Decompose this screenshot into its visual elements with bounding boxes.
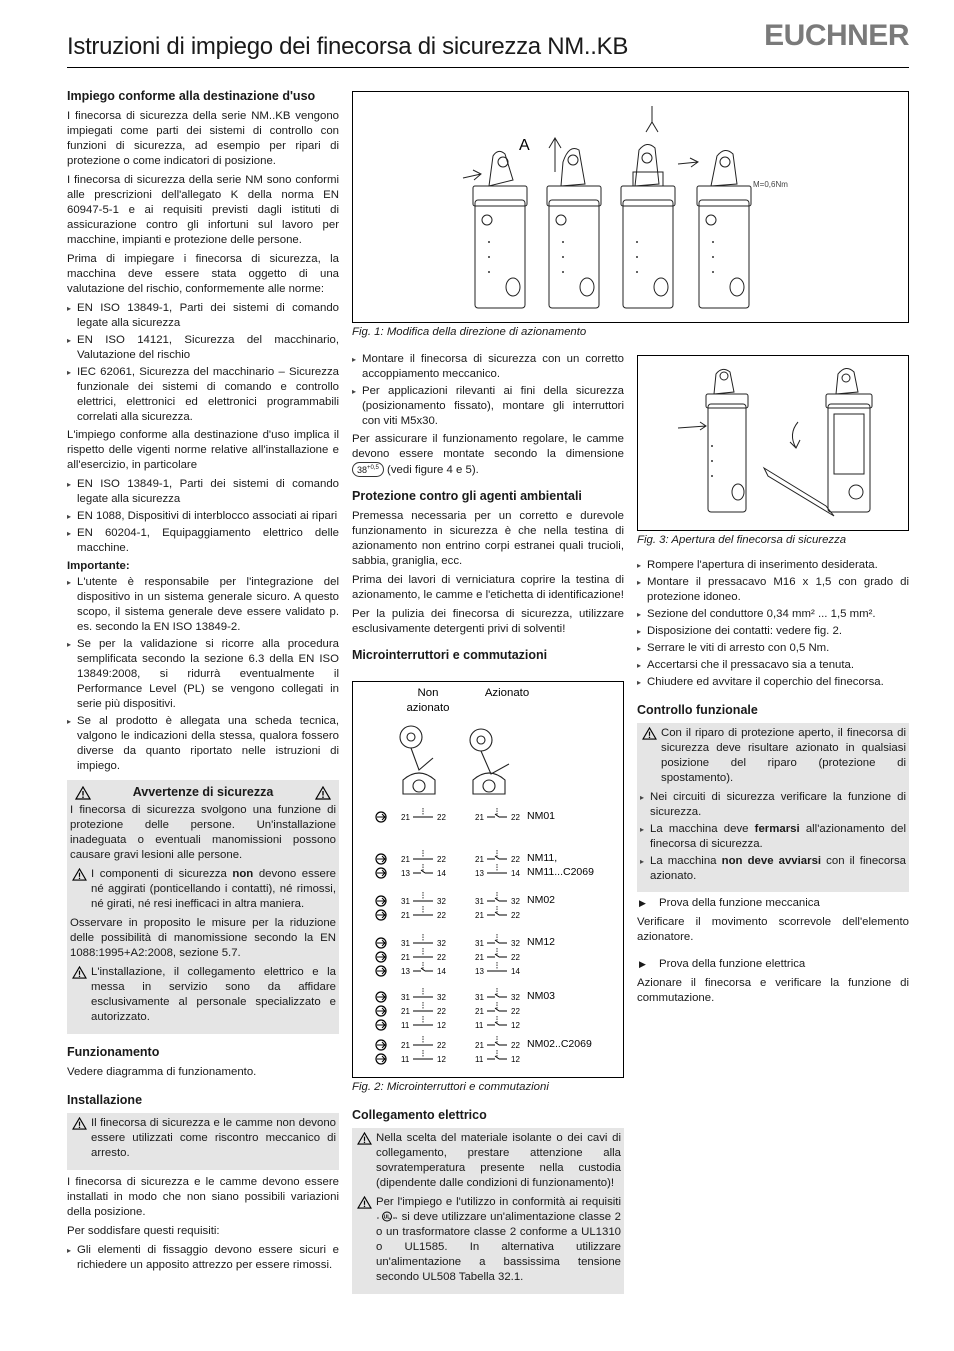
column-header-non [406,687,449,714]
terminal-label: 21 [401,855,410,864]
list-item: ▸ EN ISO 13849-1, Parti dei sistemi di comando legate alla sicurezza [67,477,339,507]
wiring-list [637,558,909,690]
svg-text:c: c [377,1215,379,1221]
terminal-label: 13 [401,967,410,976]
list-item: ▸ IEC 62061, Sicurezza del macchinario – Sicurezza funzionale dei sistemi di comando e controllo elettrici, elettronici ed elettronici programmabili correlati alla sicurezza. [67,365,339,425]
importante-list [67,575,339,774]
warning-icon [72,1117,87,1130]
list-item [640,822,906,852]
figure-2-caption: Fig. 2: Microinterruttori e commutazioni [352,1081,549,1093]
terminal-label: 22 [437,1041,446,1050]
warning-emphasis: non [232,868,254,880]
figure-1-caption: Fig. 1: Modifica della direzione di azionamento [352,326,587,338]
terminal-label: 14 [511,967,520,976]
heading-impiego: Impiego conforme alla destinazione d'uso [67,89,316,103]
terminal-label: 22 [511,855,520,864]
terminal-label: 32 [511,897,520,906]
terminal-label: 21 [401,953,410,962]
warning-text: Nella scelta del materiale isolante o dei cavi di collegamento, prestare attenzione alla sovratemperatura presente nella custodia (dipendente dalle condizioni di funzionamento)! [376,1132,621,1189]
terminal-label: 22 [511,953,520,962]
svg-text:us: us [393,1215,398,1221]
norms-list-1 [67,301,339,425]
list-item: ▸ Disposizione dei contatti: vedere fig. 2. [637,624,909,639]
heading-controllo: Controllo funzionale [637,703,758,717]
installation-warning-box [67,1113,339,1170]
dimension-badge [352,462,384,477]
figure-1-torque-label: M=0,6Nm [753,180,788,189]
paragraph: Premessa necessaria per un corretto e durevole funzionamento in sicurezza è che nella testina di azionamento non entrino corpi estranei quali trucioli, sabbia, graniglia, ecc. [352,510,624,567]
terminal-label: 31 [475,897,484,906]
contact-group [376,808,555,822]
heading-protezione: Protezione contro gli agenti ambientali [352,489,582,503]
terminal-label: 22 [437,855,446,864]
warning-note [70,1116,336,1161]
svg-text:UL: UL [383,1214,391,1221]
terminal-label: 31 [401,939,410,948]
functional-check-box [637,723,909,892]
model-label: NM03 [527,990,556,1002]
heading-collegamento: Collegamento elettrico [352,1108,487,1122]
warning-icon [75,786,91,800]
terminal-label: 21 [475,953,484,962]
terminal-label: 11 [401,1055,410,1064]
warning-note [355,1195,621,1285]
terminal-label: 32 [437,993,446,1002]
arrow-icon [377,954,385,960]
terminal-label: 12 [437,1021,446,1030]
warning-text: Con il riparo di protezione aperto, il finecorsa di sicurezza deve risultare azionato in qualsiasi posizione del riparo (protezione di spostamento). [661,727,906,784]
terminal-label: 31 [475,993,484,1002]
safety-warnings-box [67,780,339,1034]
figure-3-drawing [638,356,908,530]
terminal-label: 22 [437,911,446,920]
terminal-label: 21 [401,813,410,822]
terminal-label: 21 [401,1007,410,1016]
list-text: con il finecorsa azionato. [650,855,907,882]
contact-group [376,1036,592,1064]
terminal-label: 22 [437,1007,446,1016]
list-item: ▸ Accertarsi che il pressacavo sia a tenuta. [637,658,909,673]
paragraph: Osservare in proposito le misure per la riduzione delle possibilità di manomissione secondo la EN 1088:1995+A2:2008, sezione 5.7. [70,917,336,959]
list-item [640,854,906,884]
column-header-non-text: Non [417,687,439,699]
terminal-label: 13 [475,967,484,976]
list-item: ▸ Montare il pressacavo M16 x 1,5 con grado di protezione idoneo. [637,575,909,605]
safety-warnings-title: Avvertenze di sicurezza [132,785,274,799]
paragraph-text: Per assicurare il funzionamento regolare, le camme devono essere montate secondo la dimensione [352,433,624,460]
warning-icon [642,727,657,740]
terminal-label: 21 [475,855,484,864]
electrical-connection-section [352,1107,624,1304]
list-item: ▸ EN 60204-1, Equipaggiamento elettrico delle macchine. [67,526,339,556]
column-left [67,88,339,1276]
list-text: La macchina deve [650,823,755,835]
norms-list-2 [67,477,339,556]
paragraph: Prima di impiegare i finecorsa di sicurezza, la macchina deve essere stata oggetto di una valutazione del rischio, conformemente alle norme: [67,253,339,295]
model-label: NM01 [527,810,556,822]
paragraph: Azionare il finecorsa e verificare la funzione di commutazione. [637,977,909,1004]
warning-icon [357,1132,372,1145]
arrow-icon [377,940,385,946]
list-item: ▸ Rompere l'apertura di inserimento desiderata. [637,558,909,573]
terminal-label: 11 [475,1021,484,1030]
column-header-azionato: Azionato [484,687,530,699]
column-header-non-text-2: azionato [406,702,450,714]
terminal-label: 22 [437,813,446,822]
warning-note [355,1131,621,1191]
warning-text: devono essere né aggirati (ponticellando i contatti), né rimossi, né girati, né resi inefficaci in altra maniera. [91,868,336,910]
arrow-icon [377,1022,385,1028]
paragraph: Verificare il movimento scorrevole dell'elemento azionatore. [637,916,909,943]
paragraph [352,432,624,478]
terminal-label: 32 [511,993,520,1002]
cul-us-mark-icon [376,1211,398,1222]
terminal-label: 31 [475,939,484,948]
arrow-icon [377,1042,385,1048]
list-item: ▸ EN 1088, Dispositivi di interblocco associati ai ripari [67,509,339,524]
terminal-label: 14 [437,967,446,976]
arrow-icon [377,994,385,1000]
terminal-label: 22 [437,953,446,962]
heading-microinterruttori: Microinterruttori e commutazioni [352,648,548,662]
terminal-label: 32 [511,939,520,948]
paragraph: Per la pulizia dei finecorsa di sicurezza, utilizzare esclusivamente detergenti privi di solventi! [352,608,624,635]
contact-group [376,892,555,920]
terminal-label: 31 [401,897,410,906]
model-label: NM02..C2069 [527,1038,592,1050]
importante-label: Importante: [67,560,130,572]
paragraph: L'impiego conforme alla destinazione d'uso implica il rispetto delle vigenti norme relative all'installazione e all'esercizio, in particolare [67,429,339,471]
list-item: ▸ EN ISO 13849-1, Parti dei sistemi di comando legate alla sicurezza [67,301,339,331]
paragraph: Prima dei lavori di verniciatura coprire la testina di azionamento, le camme e l'etichetta di identificazione! [352,574,624,601]
header-divider [67,67,909,68]
warning-note [70,965,336,1025]
paragraph-text: (vedi figure 4 e 5). [387,464,479,476]
warning-text: Per l'impiego e l'utilizzo in conformità ai requisiti [376,1196,621,1208]
contact-group [376,850,594,878]
list-item: ▸ Gli elementi di fissaggio devono essere sicuri e richiedere un apposito attrezzo per essere rimossi. [67,1243,339,1273]
terminal-label: 14 [437,869,446,878]
warning-note [640,726,906,786]
terminal-label: 12 [437,1055,446,1064]
mounting-list [352,352,624,429]
electrical-test-step: ▶ Prova della funzione elettrica [637,957,909,972]
arrow-icon [377,968,385,974]
list-item: ▸ Se per la validazione si ricorre alla procedura semplificata secondo la sezione 6.3 della EN ISO 13849:2008, si ridurrà eventualmente il Performance Level (PL) se vengono collegati in serie più dispositivi. [67,637,339,712]
list-item: ▸ L'utente è responsabile per l'integrazione del dispositivo in un sistema generale sicuro. A questo scopo, il sistema generale deve essere validato p. es. secondo la EN ISO 13849-2. [67,575,339,635]
mechanical-test-step: ▶ Prova della funzione meccanica [637,896,909,911]
model-label: NM11, [527,852,558,864]
terminal-label: 21 [475,813,484,822]
terminal-label: 21 [475,1041,484,1050]
electrical-warning-box [352,1128,624,1294]
paragraph: I finecorsa di sicurezza della serie NM sono conformi alle prescrizioni dell'allegato K della norma EN 60947-5-1 e ai requisiti previsti dagli istituti di assicurazione contro gli infortuni sul lavoro per macchine, impianti e protezione delle persone. [67,174,339,246]
warning-icon [315,786,331,800]
warning-icon [72,966,87,979]
requirements-list [67,1243,339,1273]
list-emphasis: fermarsi [754,823,800,835]
list-item: ▸ Sezione del conduttore 0,34 mm² ... 1,5 mm². [637,607,909,622]
terminal-label: 12 [511,1021,520,1030]
list-item: ▸ EN ISO 14121, Sicurezza del macchinario, Valutazione del rischio [67,333,339,363]
heading-installazione: Installazione [67,1093,143,1107]
list-emphasis: non deve avviarsi [721,855,822,867]
paragraph: I finecorsa di sicurezza svolgono una funzione di protezione delle persone. Un'installazione inadeguata o eventuali manomissioni possono causare gravi lesioni alle persone. [70,804,336,861]
terminal-label: 32 [437,897,446,906]
terminal-label: 11 [401,1021,410,1030]
warning-icon [72,868,87,881]
figure-1-label-a: A [519,137,530,154]
arrow-icon [377,898,385,904]
figure-2-microswitches [352,681,624,1078]
paragraph: I finecorsa di sicurezza della serie NM..KB vengono impiegati come parti dei sistemi di controllo con funzioni di sicurezza, ad esempio per ripari di protezione o come indicatori di posizione. [67,110,339,167]
terminal-label: 13 [475,869,484,878]
arrow-icon [377,1008,385,1014]
terminal-label: 11 [475,1055,484,1064]
contact-group [376,988,555,1030]
model-label: NM12 [527,936,556,948]
list-item [640,790,906,820]
list-text: La macchina [650,855,722,867]
paragraph: I finecorsa di sicurezza e le camme devono essere installati in modo che non siano possibili variazioni della posizione. [67,1176,339,1218]
column-middle [352,352,624,663]
list-item: ▸ Serrare le viti di arresto con 0,5 Nm. [637,641,909,656]
model-label: NM11...C2069 [527,866,594,878]
figure-1-drawing [353,92,908,322]
list-text: Nei circuiti di sicurezza verificare la funzione di sicurezza. [650,791,906,818]
arrow-icon [377,1056,385,1062]
paragraph: Vedere diagramma di funzionamento. [67,1066,257,1078]
list-item: ▸ Chiudere ed avvitare il coperchio del finecorsa. [637,675,909,690]
warning-note [70,867,336,912]
dimension-tolerance: +0,5 [367,465,379,471]
euchner-logo: EUCHNER [764,19,909,52]
warning-text: I componenti di sicurezza [91,868,233,880]
terminal-label: 21 [401,1041,410,1050]
terminal-label: 14 [511,869,520,878]
contact-rows [376,808,594,1064]
warning-text: L'installazione, il collegamento elettrico e la messa in servizio sono da affidare esclusivamente al personale specializzato e autorizzato. [91,966,336,1023]
warning-text: Il finecorsa di sicurezza e le camme non devono essere utilizzati come riscontro meccanico di arresto. [91,1117,336,1159]
model-label: NM02 [527,894,556,906]
list-item: ▸ Per applicazioni rilevanti ai fini della sicurezza (posizionamento fissato), montare gli interruttori con viti M5x30. [352,384,624,429]
warning-text: si deve utilizzare un'alimentazione classe 2 o un trasformatore classe 2 conforme a UL1310 o UL1585. In alternativa utilizzare un'alimentazione a bassissima tensione secondo UL508 Tabella 32.1. [376,1211,621,1283]
terminal-label: 12 [511,1055,520,1064]
list-item: ▸ Se al prodotto è allegata una scheda tecnica, valgono le indicazioni della stessa, qualora fossero diverse da quanto riportato nelle istruzioni di impiego. [67,714,339,774]
terminal-label: 32 [437,939,446,948]
figure-1-actuation-direction [352,91,909,323]
arrow-icon [377,814,385,820]
list-item: ▸ Montare il finecorsa di sicurezza con un corretto accoppiamento meccanico. [352,352,624,382]
terminal-label: 21 [475,1007,484,1016]
terminal-label: 21 [475,911,484,920]
column-right [637,558,909,1010]
figure-2-drawing [353,682,623,1077]
dimension-value: 38 [357,465,368,475]
arrow-icon [377,856,385,862]
list-text: all'azionamento del finecorsa di sicurezza. [650,823,906,850]
check-list [640,790,906,884]
terminal-label: 22 [511,911,520,920]
terminal-label: 31 [401,993,410,1002]
terminal-label: 22 [511,1041,520,1050]
figure-3-opening [637,355,909,531]
terminal-label: 21 [401,911,410,920]
paragraph: Per soddisfare questi requisiti: [67,1225,220,1237]
arrow-icon [377,912,385,918]
terminal-label: 13 [401,869,410,878]
contact-group [376,934,555,976]
safety-warnings-header [70,783,336,803]
arrow-icon [377,870,385,876]
terminal-label: 22 [511,1007,520,1016]
figure-3-caption: Fig. 3: Apertura del finecorsa di sicurezza [637,534,847,546]
page-title: Istruzioni di impiego dei finecorsa di sicurezza NM..KB [67,33,629,60]
heading-funzionamento: Funzionamento [67,1045,160,1059]
terminal-label: 22 [511,813,520,822]
warning-icon [357,1196,372,1209]
